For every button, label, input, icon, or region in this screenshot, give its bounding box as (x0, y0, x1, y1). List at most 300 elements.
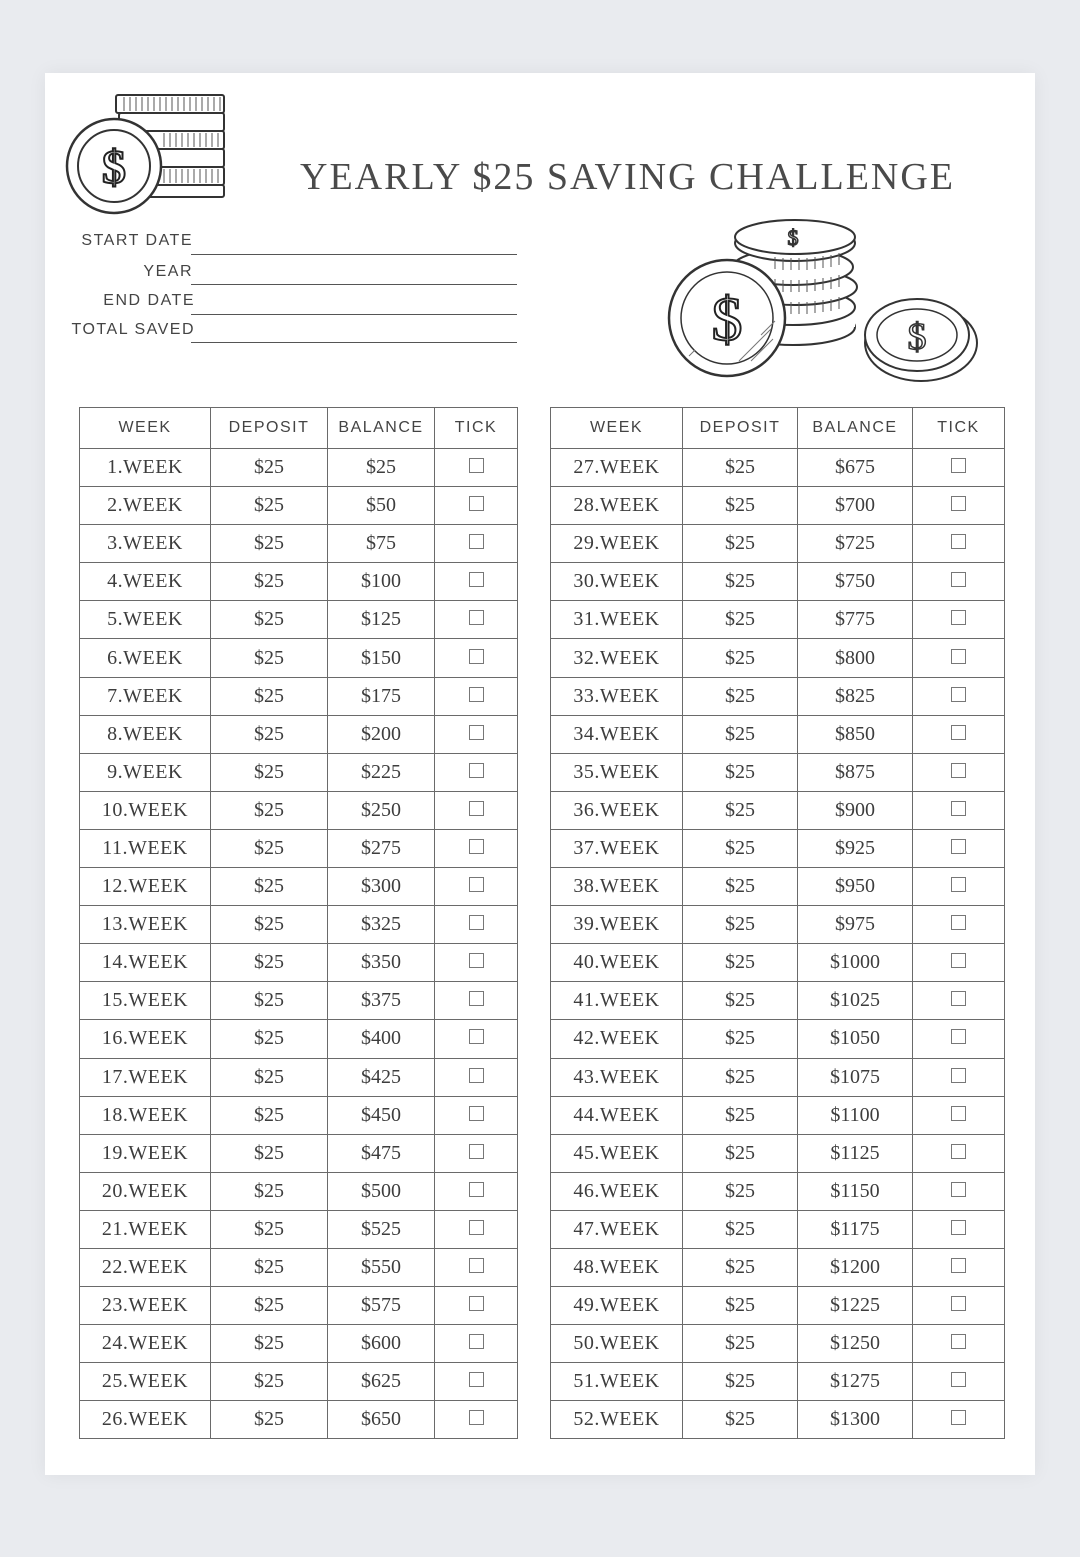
deposit-cell: $25 (683, 1134, 798, 1172)
table-row (551, 677, 1005, 715)
week-cell: 30.WEEK (551, 563, 683, 601)
checkbox-icon[interactable] (951, 1068, 966, 1083)
deposit-cell: $25 (683, 1096, 798, 1134)
balance-cell: $825 (798, 677, 913, 715)
tick-cell (435, 1096, 518, 1134)
checkbox-icon[interactable] (951, 687, 966, 702)
tick-column-header: TICK (913, 408, 1005, 449)
deposit-cell: $25 (683, 525, 798, 563)
deposit-cell: $25 (683, 1248, 798, 1286)
deposit-cell: $25 (683, 487, 798, 525)
tick-cell (913, 982, 1005, 1020)
svg-text:$: $ (787, 225, 799, 250)
balance-cell: $500 (328, 1172, 435, 1210)
checkbox-icon[interactable] (469, 649, 484, 664)
deposit-cell: $25 (683, 1210, 798, 1248)
week-cell: 14.WEEK (80, 944, 211, 982)
week-cell: 33.WEEK (551, 677, 683, 715)
balance-cell: $300 (328, 868, 435, 906)
tick-cell (435, 1020, 518, 1058)
deposit-cell: $25 (211, 1401, 328, 1439)
table-row (80, 1058, 518, 1096)
balance-cell: $375 (328, 982, 435, 1020)
week-cell: 10.WEEK (80, 791, 211, 829)
week-cell: 27.WEEK (551, 449, 683, 487)
balance-cell: $750 (798, 563, 913, 601)
week-column-header: WEEK (80, 408, 211, 449)
tick-cell (913, 1363, 1005, 1401)
checkbox-icon[interactable] (951, 1372, 966, 1387)
balance-cell: $175 (328, 677, 435, 715)
tick-cell (435, 829, 518, 867)
table-row (551, 1172, 1005, 1210)
deposit-cell: $25 (683, 563, 798, 601)
week-cell: 39.WEEK (551, 906, 683, 944)
checkbox-icon[interactable] (469, 725, 484, 740)
week-cell: 13.WEEK (80, 906, 211, 944)
table-row (80, 1096, 518, 1134)
tick-column-header: TICK (435, 408, 518, 449)
checkbox-icon[interactable] (469, 953, 484, 968)
start-date-field[interactable] (60, 232, 193, 258)
week-cell: 47.WEEK (551, 1210, 683, 1248)
deposit-cell: $25 (683, 982, 798, 1020)
end-date-line[interactable] (191, 314, 517, 315)
table-row (551, 868, 1005, 906)
tick-cell (913, 1058, 1005, 1096)
tick-cell (913, 791, 1005, 829)
table-row (80, 1172, 518, 1210)
deposit-cell: $25 (683, 829, 798, 867)
checkbox-icon[interactable] (951, 534, 966, 549)
checkbox-icon[interactable] (951, 1029, 966, 1044)
table-row (80, 982, 518, 1020)
deposit-column-header: DEPOSIT (683, 408, 798, 449)
checkbox-icon[interactable] (469, 839, 484, 854)
week-cell: 5.WEEK (80, 601, 211, 639)
tick-cell (435, 1287, 518, 1325)
checkbox-icon[interactable] (951, 1258, 966, 1273)
balance-cell: $900 (798, 791, 913, 829)
deposit-cell: $25 (211, 1172, 328, 1210)
week-cell: 43.WEEK (551, 1058, 683, 1096)
week-cell: 23.WEEK (80, 1287, 211, 1325)
table-row (551, 906, 1005, 944)
table-row (551, 829, 1005, 867)
checkbox-icon[interactable] (469, 1068, 484, 1083)
deposit-cell: $25 (211, 715, 328, 753)
coin-stack-icon (64, 90, 230, 218)
table-row (80, 601, 518, 639)
checkbox-icon[interactable] (951, 1334, 966, 1349)
tick-cell (435, 1248, 518, 1286)
tick-cell (435, 1325, 518, 1363)
deposit-cell: $25 (683, 868, 798, 906)
checkbox-icon[interactable] (951, 991, 966, 1006)
week-cell: 42.WEEK (551, 1020, 683, 1058)
deposit-cell: $25 (211, 487, 328, 525)
week-cell: 21.WEEK (80, 1210, 211, 1248)
week-cell: 35.WEEK (551, 753, 683, 791)
balance-cell: $1150 (798, 1172, 913, 1210)
tick-cell (913, 1325, 1005, 1363)
deposit-cell: $25 (211, 1058, 328, 1096)
checkbox-icon[interactable] (951, 953, 966, 968)
tick-cell (913, 601, 1005, 639)
deposit-cell: $25 (683, 1401, 798, 1439)
balance-cell: $450 (328, 1096, 435, 1134)
week-cell: 6.WEEK (80, 639, 211, 677)
tick-cell (435, 449, 518, 487)
start-date-label: START DATE (81, 232, 193, 249)
checkbox-icon[interactable] (951, 610, 966, 625)
table-row (80, 1248, 518, 1286)
checkbox-icon[interactable] (469, 1372, 484, 1387)
tick-cell (435, 1210, 518, 1248)
week-cell: 4.WEEK (80, 563, 211, 601)
table-row (551, 791, 1005, 829)
table-row (80, 829, 518, 867)
week-cell: 2.WEEK (80, 487, 211, 525)
table-row (551, 525, 1005, 563)
deposit-cell: $25 (683, 753, 798, 791)
deposit-cell: $25 (683, 906, 798, 944)
deposit-cell: $25 (211, 791, 328, 829)
checkbox-icon[interactable] (951, 725, 966, 740)
table-row (80, 791, 518, 829)
tick-cell (913, 487, 1005, 525)
week-cell: 3.WEEK (80, 525, 211, 563)
table-row (551, 1096, 1005, 1134)
deposit-cell: $25 (211, 1020, 328, 1058)
table-row (551, 563, 1005, 601)
deposit-cell: $25 (683, 1325, 798, 1363)
year-field[interactable] (60, 263, 193, 289)
balance-cell: $575 (328, 1287, 435, 1325)
balance-cell: $250 (328, 791, 435, 829)
deposit-cell: $25 (683, 1172, 798, 1210)
tick-cell (435, 1134, 518, 1172)
checkbox-icon[interactable] (469, 1258, 484, 1273)
table-header-row (80, 408, 518, 449)
balance-cell: $650 (328, 1401, 435, 1439)
tick-cell (435, 525, 518, 563)
deposit-cell: $25 (211, 525, 328, 563)
deposit-cell: $25 (211, 1096, 328, 1134)
tick-cell (913, 944, 1005, 982)
checkbox-icon[interactable] (469, 1029, 484, 1044)
end-date-label: END DATE (103, 292, 195, 309)
table-row (551, 449, 1005, 487)
table-row (80, 1134, 518, 1172)
checkbox-icon[interactable] (951, 801, 966, 816)
balance-cell: $425 (328, 1058, 435, 1096)
table-row (551, 487, 1005, 525)
table-row (80, 563, 518, 601)
balance-cell: $1050 (798, 1020, 913, 1058)
checkbox-icon[interactable] (469, 877, 484, 892)
checkbox-icon[interactable] (951, 572, 966, 587)
checkbox-icon[interactable] (469, 496, 484, 511)
week-cell: 51.WEEK (551, 1363, 683, 1401)
table-row (551, 753, 1005, 791)
table-row (551, 1325, 1005, 1363)
table-row (551, 639, 1005, 677)
balance-cell: $950 (798, 868, 913, 906)
deposit-cell: $25 (211, 601, 328, 639)
week-cell: 22.WEEK (80, 1248, 211, 1286)
tick-cell (435, 1172, 518, 1210)
tick-cell (435, 487, 518, 525)
balance-cell: $1100 (798, 1096, 913, 1134)
balance-cell: $875 (798, 753, 913, 791)
balance-cell: $400 (328, 1020, 435, 1058)
table-row (80, 1325, 518, 1363)
week-cell: 31.WEEK (551, 601, 683, 639)
table-row (551, 982, 1005, 1020)
week-cell: 36.WEEK (551, 791, 683, 829)
checkbox-icon[interactable] (951, 1296, 966, 1311)
table-row (551, 1058, 1005, 1096)
tick-cell (435, 639, 518, 677)
week-cell: 32.WEEK (551, 639, 683, 677)
deposit-cell: $25 (211, 829, 328, 867)
table-header-row (551, 408, 1005, 449)
deposit-cell: $25 (211, 1363, 328, 1401)
table-row (80, 449, 518, 487)
balance-cell: $850 (798, 715, 913, 753)
checkbox-icon[interactable] (469, 1334, 484, 1349)
deposit-cell: $25 (683, 944, 798, 982)
checkbox-icon[interactable] (951, 1220, 966, 1235)
table-row (80, 906, 518, 944)
total-saved-field[interactable] (60, 321, 195, 347)
svg-text:$: $ (907, 316, 927, 358)
tick-cell (913, 1172, 1005, 1210)
table-row (80, 868, 518, 906)
tick-cell (913, 753, 1005, 791)
table-row (80, 1401, 518, 1439)
checkbox-icon[interactable] (469, 1296, 484, 1311)
balance-cell: $550 (328, 1248, 435, 1286)
tick-cell (913, 1401, 1005, 1439)
tick-cell (435, 563, 518, 601)
balance-cell: $325 (328, 906, 435, 944)
tick-cell (435, 715, 518, 753)
week-cell: 26.WEEK (80, 1401, 211, 1439)
deposit-cell: $25 (211, 982, 328, 1020)
balance-cell: $1000 (798, 944, 913, 982)
svg-text:$: $ (102, 141, 126, 194)
deposit-cell: $25 (211, 753, 328, 791)
table-row (551, 1134, 1005, 1172)
tick-cell (913, 1096, 1005, 1134)
table-row (551, 601, 1005, 639)
week-cell: 41.WEEK (551, 982, 683, 1020)
checkbox-icon[interactable] (469, 534, 484, 549)
checkbox-icon[interactable] (951, 763, 966, 778)
coins-pile-icon (665, 215, 980, 390)
checkbox-icon[interactable] (951, 496, 966, 511)
start-date-line[interactable] (191, 254, 517, 255)
balance-cell: $125 (328, 601, 435, 639)
deposit-cell: $25 (211, 1210, 328, 1248)
deposit-cell: $25 (211, 906, 328, 944)
checkbox-icon[interactable] (469, 687, 484, 702)
deposit-cell: $25 (683, 791, 798, 829)
table-row (551, 1210, 1005, 1248)
total-saved-line[interactable] (191, 342, 517, 343)
deposit-cell: $25 (211, 1248, 328, 1286)
tick-cell (913, 639, 1005, 677)
balance-cell: $600 (328, 1325, 435, 1363)
checkbox-icon[interactable] (951, 839, 966, 854)
table-row (80, 525, 518, 563)
table-row (551, 944, 1005, 982)
balance-cell: $1225 (798, 1287, 913, 1325)
week-cell: 11.WEEK (80, 829, 211, 867)
table-row (551, 1020, 1005, 1058)
week-cell: 29.WEEK (551, 525, 683, 563)
deposit-cell: $25 (211, 639, 328, 677)
tick-cell (435, 677, 518, 715)
checkbox-icon[interactable] (951, 877, 966, 892)
week-cell: 17.WEEK (80, 1058, 211, 1096)
week-cell: 9.WEEK (80, 753, 211, 791)
table-row (80, 1020, 518, 1058)
week-cell: 8.WEEK (80, 715, 211, 753)
svg-text:$: $ (711, 286, 743, 354)
table-row (80, 677, 518, 715)
week-cell: 15.WEEK (80, 982, 211, 1020)
deposit-cell: $25 (683, 1287, 798, 1325)
checkbox-icon[interactable] (951, 915, 966, 930)
tick-cell (435, 1363, 518, 1401)
checkbox-icon[interactable] (469, 915, 484, 930)
checkbox-icon[interactable] (951, 649, 966, 664)
checkbox-icon[interactable] (951, 1182, 966, 1197)
tick-cell (913, 1020, 1005, 1058)
tick-cell (435, 944, 518, 982)
tick-cell (913, 1287, 1005, 1325)
deposit-cell: $25 (211, 868, 328, 906)
tick-cell (913, 1248, 1005, 1286)
checkbox-icon[interactable] (469, 610, 484, 625)
balance-cell: $50 (328, 487, 435, 525)
balance-cell: $725 (798, 525, 913, 563)
deposit-cell: $25 (211, 449, 328, 487)
checkbox-icon[interactable] (951, 1410, 966, 1425)
checkbox-icon[interactable] (469, 1106, 484, 1121)
table-row (551, 1363, 1005, 1401)
balance-cell: $775 (798, 601, 913, 639)
balance-cell: $1300 (798, 1401, 913, 1439)
week-column-header: WEEK (551, 408, 683, 449)
tick-cell (913, 1210, 1005, 1248)
deposit-cell: $25 (211, 944, 328, 982)
balance-cell: $100 (328, 563, 435, 601)
balance-cell: $675 (798, 449, 913, 487)
table-row (80, 1287, 518, 1325)
tick-cell (435, 906, 518, 944)
tick-cell (913, 1134, 1005, 1172)
checkbox-icon[interactable] (951, 1144, 966, 1159)
week-cell: 49.WEEK (551, 1287, 683, 1325)
balance-cell: $975 (798, 906, 913, 944)
tick-cell (913, 677, 1005, 715)
deposit-cell: $25 (211, 1134, 328, 1172)
balance-cell: $75 (328, 525, 435, 563)
week-cell: 46.WEEK (551, 1172, 683, 1210)
end-date-field[interactable] (60, 292, 195, 318)
table-row (80, 1210, 518, 1248)
week-cell: 25.WEEK (80, 1363, 211, 1401)
year-line[interactable] (191, 284, 517, 285)
deposit-cell: $25 (211, 563, 328, 601)
tick-cell (435, 982, 518, 1020)
checkbox-icon[interactable] (469, 991, 484, 1006)
deposit-cell: $25 (211, 1287, 328, 1325)
balance-cell: $800 (798, 639, 913, 677)
balance-cell: $475 (328, 1134, 435, 1172)
checkbox-icon[interactable] (469, 763, 484, 778)
week-cell: 48.WEEK (551, 1248, 683, 1286)
tick-cell (435, 601, 518, 639)
table-row (80, 753, 518, 791)
week-cell: 1.WEEK (80, 449, 211, 487)
tick-cell (435, 1058, 518, 1096)
balance-cell: $625 (328, 1363, 435, 1401)
week-cell: 37.WEEK (551, 829, 683, 867)
week-cell: 40.WEEK (551, 944, 683, 982)
balance-cell: $1200 (798, 1248, 913, 1286)
checkbox-icon[interactable] (469, 1220, 484, 1235)
balance-cell: $1075 (798, 1058, 913, 1096)
checkbox-icon[interactable] (469, 1410, 484, 1425)
checkbox-icon[interactable] (469, 458, 484, 473)
checkbox-icon[interactable] (469, 1182, 484, 1197)
checkbox-icon[interactable] (469, 572, 484, 587)
deposit-cell: $25 (683, 639, 798, 677)
checkbox-icon[interactable] (469, 801, 484, 816)
week-cell: 24.WEEK (80, 1325, 211, 1363)
table-row (551, 1401, 1005, 1439)
balance-cell: $150 (328, 639, 435, 677)
balance-cell: $275 (328, 829, 435, 867)
week-cell: 52.WEEK (551, 1401, 683, 1439)
week-cell: 16.WEEK (80, 1020, 211, 1058)
savings-table-weeks-1-26 (79, 407, 518, 1439)
deposit-cell: $25 (211, 1325, 328, 1363)
checkbox-icon[interactable] (469, 1144, 484, 1159)
checkbox-icon[interactable] (951, 1106, 966, 1121)
week-cell: 50.WEEK (551, 1325, 683, 1363)
table-row (80, 487, 518, 525)
tick-cell (913, 906, 1005, 944)
balance-cell: $350 (328, 944, 435, 982)
deposit-cell: $25 (683, 601, 798, 639)
week-cell: 18.WEEK (80, 1096, 211, 1134)
balance-cell: $1025 (798, 982, 913, 1020)
checkbox-icon[interactable] (951, 458, 966, 473)
deposit-cell: $25 (683, 449, 798, 487)
balance-cell: $1250 (798, 1325, 913, 1363)
total-saved-label: TOTAL SAVED (71, 321, 195, 338)
tick-cell (435, 791, 518, 829)
balance-cell: $525 (328, 1210, 435, 1248)
tick-cell (435, 753, 518, 791)
balance-column-header: BALANCE (798, 408, 913, 449)
